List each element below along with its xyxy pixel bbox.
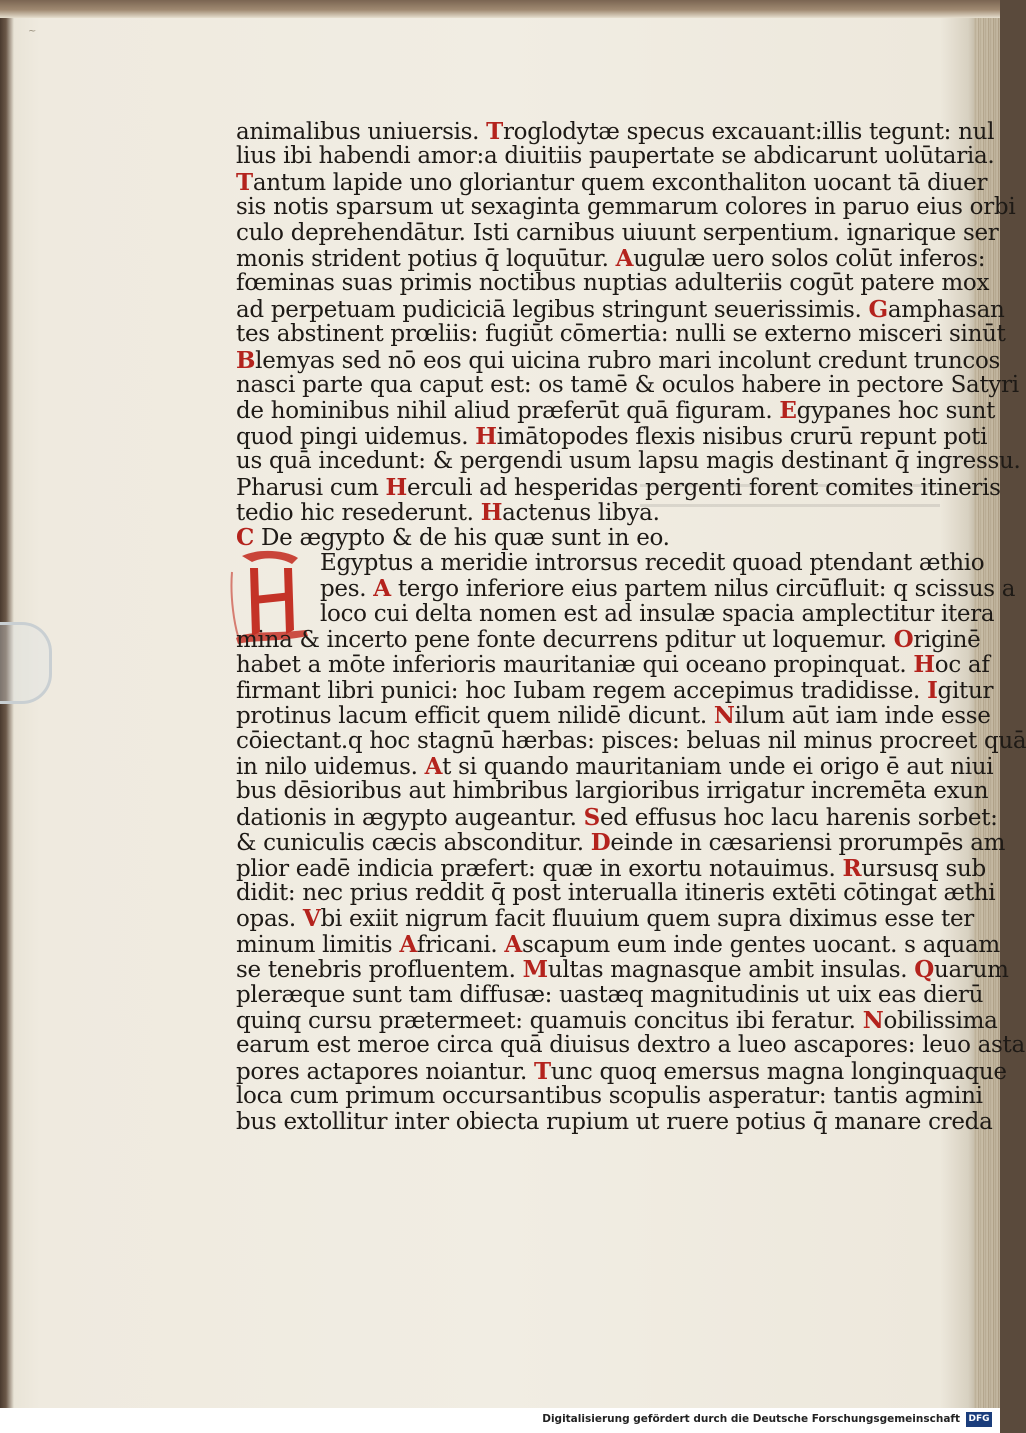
text-run: ultas magnasque ambit insulas. bbox=[547, 957, 915, 984]
text-line bbox=[236, 1007, 998, 1034]
text-line bbox=[236, 220, 998, 246]
rubricated-letter: V bbox=[302, 905, 321, 933]
text-run: ugulæ uero solos colūt inferos: bbox=[633, 246, 986, 272]
text-run: actenus libya. bbox=[502, 500, 660, 526]
text-run: tes abstinent prœliis: fugiūt cōmertia: nulli se externo misceri sinūt bbox=[236, 321, 1006, 348]
text-run: firmant libri punici: hoc Iubam regem accepimus tradidisse. bbox=[236, 677, 928, 704]
text-run: gypanes hoc sunt bbox=[796, 398, 996, 425]
text-run: in nilo uidemus. bbox=[236, 754, 425, 780]
text-line bbox=[236, 677, 993, 704]
text-run: didit: nec prius reddit q̄ post interualla itineris extēti cōtingat æthi bbox=[236, 880, 996, 906]
rubricated-letter: G bbox=[868, 295, 888, 323]
text-run: lius ibi habendi amor:a diuitiis paupertate se abdicarunt uolūtaria. bbox=[236, 143, 995, 170]
funding-credit: Digitalisierung gefördert durch die Deutsche Forschungsgemeinschaft bbox=[542, 1413, 960, 1425]
text-line bbox=[236, 778, 988, 804]
text-line bbox=[236, 880, 995, 906]
text-run: fricani. bbox=[416, 931, 505, 958]
text-line bbox=[236, 397, 995, 424]
rubricated-letter: T bbox=[236, 168, 253, 196]
text-line bbox=[236, 804, 998, 831]
text-run: opas. bbox=[236, 906, 303, 933]
text-line bbox=[320, 601, 994, 627]
text-run: De ægypto & de his quæ sunt in eo. bbox=[254, 525, 670, 552]
rubricated-letter: H bbox=[480, 499, 503, 526]
text-run: gitur bbox=[937, 677, 994, 704]
text-run: t si quando mauritaniam unde ei origo ē aut niui bbox=[442, 754, 994, 780]
text-run: obilissima bbox=[883, 1008, 998, 1034]
text-line bbox=[236, 143, 994, 169]
text-run: se tenebris profluentem. bbox=[236, 957, 523, 984]
text-run: culo deprehendātur. Isti carnibus uiuunt serpentium. ignarique ser bbox=[236, 219, 999, 246]
text-run: erculi ad hesperidas pergenti forent comites itineris bbox=[406, 474, 1001, 501]
text-run: mina & incerto pene fonte decurrens pditur ut loquemur. bbox=[236, 627, 894, 653]
text-run: antum lapide uno gloriantur quem exconthaliton uocant tā diuer bbox=[252, 169, 988, 196]
text-line bbox=[236, 321, 1006, 347]
text-run: Pharusi cum bbox=[236, 474, 386, 501]
text-run: cōiectant.q hoc stagnū hærbas: pisces: beluas nil minus procreet quā bbox=[236, 727, 1026, 754]
text-run: scapum eum inde gentes uocant. s aquam bbox=[521, 931, 1000, 958]
text-run: ilum aūt iam inde esse bbox=[734, 703, 991, 730]
corner-mark: ~ bbox=[28, 26, 37, 37]
text-run: nasci parte qua caput est: os tamē & oculos habere in pectore Satyri bbox=[236, 372, 1019, 398]
text-run: ursusq sub bbox=[861, 855, 986, 882]
text-run: roglodytæ specus excauant:illis tegunt: nul bbox=[502, 119, 995, 145]
rubricated-letter: T bbox=[486, 118, 503, 145]
text-line bbox=[236, 651, 990, 678]
text-run: pleræque sunt tam diffusæ: uastæq magnitudinis ut uix eas dierū bbox=[236, 981, 984, 1008]
rubricated-letter: N bbox=[713, 702, 735, 730]
text-line bbox=[236, 702, 991, 729]
text-line bbox=[236, 169, 987, 196]
text-line bbox=[236, 753, 993, 780]
text-run: lemyas sed nō eos qui uicina rubro mari incolunt credunt truncos bbox=[255, 347, 1001, 374]
text-run: amphasan bbox=[887, 296, 1005, 323]
rubricated-letter: I bbox=[927, 676, 938, 704]
text-run: sis notis sparsum ut sexaginta gemmarum colores in paruo eius orbi bbox=[236, 194, 1016, 221]
footer-bar bbox=[0, 1408, 1000, 1433]
text-line bbox=[236, 829, 1005, 856]
text-run: loco cui delta nomen est ad insulæ spacia amplectitur itera bbox=[320, 600, 995, 627]
rubricated-letter: A bbox=[424, 753, 443, 780]
text-run: ed effusus hoc lacu harenis sorbet: bbox=[599, 804, 998, 831]
text-run: quinq cursu prætermeet: quamuis concitus ibi feratur. bbox=[236, 1008, 863, 1034]
text-run: riginē bbox=[913, 627, 981, 653]
text-run: tedio hic resederunt. bbox=[236, 500, 481, 526]
text-line bbox=[236, 499, 660, 526]
text-run: earum est meroe circa quā diuisus dextro a lueo ascapores: leuo asta bbox=[236, 1032, 1025, 1059]
text-line bbox=[236, 956, 1009, 983]
text-run: de hominibus nihil aliud præferūt quā figuram. bbox=[236, 398, 780, 425]
rubricated-letter: D bbox=[590, 829, 611, 857]
text-line bbox=[320, 550, 984, 576]
rubricated-letter: N bbox=[862, 1007, 884, 1034]
text-line bbox=[236, 1032, 1025, 1058]
rubricated-letter: R bbox=[842, 854, 862, 882]
dfg-logo: DFG bbox=[966, 1412, 992, 1427]
text-line bbox=[236, 423, 987, 450]
text-run: ad perpetuam pudiciciā legibus stringunt seuerissimis. bbox=[236, 296, 869, 323]
text-run: unc quoq emersus magna longinquaque bbox=[550, 1058, 1007, 1085]
rubricated-letter: T bbox=[534, 1057, 551, 1085]
text-run: monis strident potius q̄ loquūtur. bbox=[236, 246, 616, 272]
text-run: einde in cæsariensi prorumpēs am bbox=[610, 830, 1006, 857]
text-run: bus extollitur inter obiecta rupium ut ruere potius q̄ manare creda bbox=[236, 1108, 993, 1135]
text-run: us quā incedunt: & pergendi usum lapsu magis destinant q̄ ingressu. bbox=[236, 448, 1021, 475]
text-line bbox=[236, 524, 670, 551]
rubricated-letter: Q bbox=[914, 956, 934, 984]
text-line bbox=[236, 626, 980, 653]
text-run: loca cum primum occursantibus scopulis asperatur: tantis agmini bbox=[236, 1083, 983, 1110]
text-run: animalibus uniuersis. bbox=[236, 119, 487, 145]
rubricated-letter: C bbox=[236, 524, 255, 552]
rubricated-letter: S bbox=[583, 803, 600, 831]
text-line bbox=[320, 575, 1015, 602]
rubricated-letter: H bbox=[913, 651, 935, 679]
text-run: protinus lacum efficit quem nilidē dicunt. bbox=[236, 703, 714, 730]
text-run: bus dēsioribus aut himbribus largioribus irrigatur incremēta exun bbox=[236, 778, 989, 805]
book-top-edge bbox=[0, 0, 1000, 18]
text-line bbox=[236, 1058, 1007, 1085]
text-line bbox=[236, 855, 986, 882]
text-run: minum limitis bbox=[236, 931, 400, 958]
text-line bbox=[236, 931, 1000, 958]
rubricated-letter: A bbox=[373, 575, 391, 603]
text-run: & cuniculis cæcis absconditur. bbox=[236, 830, 591, 857]
text-run: oc af bbox=[934, 652, 990, 679]
text-run: bi exiit nigrum facit fluuium quem supra diximus esse ter bbox=[320, 906, 974, 933]
text-line bbox=[236, 347, 1000, 374]
rubricated-letter: A bbox=[399, 930, 417, 958]
rubricated-letter: B bbox=[236, 346, 256, 374]
text-line bbox=[236, 905, 974, 932]
text-line bbox=[236, 270, 989, 296]
text-run: uarum bbox=[933, 957, 1009, 984]
rubricated-letter: H bbox=[475, 422, 497, 450]
text-line bbox=[236, 118, 994, 145]
text-run: fœminas suas primis noctibus nuptias adulteriis cogūt patere mox bbox=[236, 270, 990, 297]
rubricated-letter: O bbox=[893, 626, 914, 653]
text-run: imātopodes flexis nisibus crurū repunt poti bbox=[496, 423, 988, 450]
text-line bbox=[236, 296, 1005, 323]
page-clip bbox=[0, 622, 52, 704]
rubricated-letter: A bbox=[615, 245, 634, 272]
text-run: pores actapores noiantur. bbox=[236, 1058, 535, 1085]
text-run: Egyptus a meridie introrsus recedit quoad ptendant æthio bbox=[320, 549, 985, 576]
rubricated-letter: E bbox=[779, 397, 797, 425]
text-line bbox=[236, 728, 1026, 754]
text-line bbox=[236, 1083, 983, 1109]
text-run: habet a mōte inferioris mauritaniæ qui oceano propinquat. bbox=[236, 652, 914, 679]
text-line bbox=[236, 372, 1019, 398]
text-run: quod pingi uidemus. bbox=[236, 423, 476, 450]
text-run: tergo inferiore eius partem nilus circūfluit: q scissus a bbox=[390, 576, 1016, 603]
text-line bbox=[236, 245, 985, 272]
rubricated-letter: A bbox=[504, 930, 522, 958]
text-line bbox=[236, 448, 1021, 474]
rubricated-letter: H bbox=[385, 473, 407, 501]
text-line bbox=[236, 194, 1015, 220]
text-line bbox=[236, 474, 1001, 501]
rubricated-letter: M bbox=[522, 956, 548, 984]
text-run: plior eadē indicia præfert: quæ in exortu notauimus. bbox=[236, 855, 843, 882]
text-run: dationis in ægypto augeantur. bbox=[236, 804, 584, 831]
text-run: pes. bbox=[320, 576, 374, 603]
text-line bbox=[236, 982, 983, 1008]
text-line bbox=[236, 1109, 993, 1135]
